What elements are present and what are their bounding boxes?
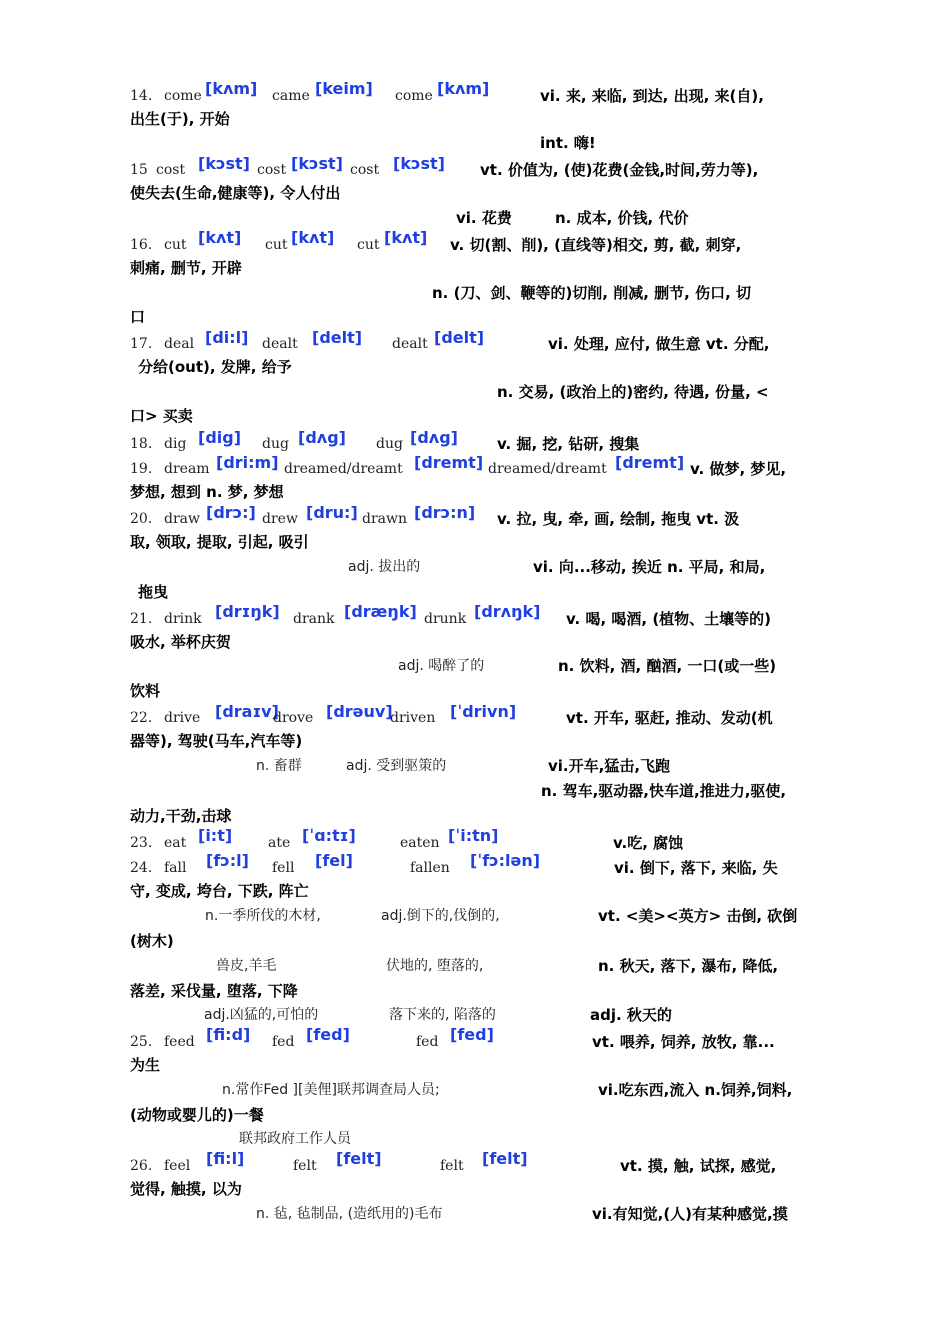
definition: vt. 开车, 驱赶, 推动、发动(机	[566, 709, 773, 727]
definition-extra: n. 畜群	[256, 758, 302, 774]
definition-extra: 口> 买卖	[130, 407, 193, 425]
participle-word: dealt	[392, 336, 428, 352]
phonetic: [i:t]	[198, 826, 233, 845]
phonetic: [delt]	[434, 328, 485, 347]
phonetic: [keim]	[315, 79, 373, 98]
base-word: drink	[164, 611, 202, 627]
definition: v. 切(割、削), (直线等)相交, 剪, 截, 刺穿,	[450, 236, 742, 254]
base-word: eat	[164, 835, 187, 851]
definition-extra: 动力,干劲,击球	[130, 807, 232, 825]
phonetic: [delt]	[312, 328, 363, 347]
base-word: cost	[156, 162, 186, 178]
phonetic: [fed]	[306, 1025, 350, 1044]
phonetic: [drʌŋk]	[474, 602, 541, 621]
phonetic: [kʌm]	[437, 79, 490, 98]
past-word: fed	[272, 1034, 295, 1050]
phonetic: [kɔst]	[291, 154, 343, 173]
phonetic: [ˈi:tn]	[448, 826, 499, 845]
definition-extra: vt. <美><英方> 击倒, 砍倒	[598, 907, 798, 925]
phonetic: [fed]	[450, 1025, 494, 1044]
definition-extra: n. (刀、剑、鞭等的)切削, 削减, 删节, 伤口, 切	[432, 284, 751, 302]
definition: v.吃, 腐蚀	[613, 834, 684, 852]
entry-num: 14.	[130, 88, 153, 104]
participle-word: drawn	[362, 511, 408, 527]
participle-word: drunk	[424, 611, 467, 627]
past-word: came	[272, 88, 310, 104]
entry-num: 24.	[130, 860, 153, 876]
entry-num: 16.	[130, 237, 153, 253]
entry-num: 19.	[130, 461, 153, 477]
definition-cont: 为生	[130, 1056, 161, 1074]
entry-num: 18.	[130, 436, 153, 452]
base-word: come	[164, 88, 202, 104]
definition: v. 喝, 喝酒, (植物、土壤等的)	[566, 610, 772, 628]
definition-extra: vi. 向...移动, 挨近 n. 平局, 和局,	[533, 558, 766, 576]
definition-extra: adj.凶猛的,可怕的	[204, 1007, 319, 1023]
phonetic: [ˈɑ:tɪ]	[302, 826, 356, 845]
entry-num: 17.	[130, 336, 153, 352]
definition-extra: 伏地的, 堕落的,	[386, 958, 484, 974]
past-word: dealt	[262, 336, 298, 352]
phonetic: [fel]	[315, 851, 353, 870]
definition: vt. 价值为, (使)花费(金钱,时间,劳力等),	[480, 161, 759, 179]
phonetic: [ˈdrivn]	[450, 702, 517, 721]
definition: vt. 摸, 触, 试探, 感觉,	[620, 1157, 777, 1175]
definition-extra: n. 成本, 价钱, 代价	[555, 209, 689, 227]
definition-cont: 守, 变成, 垮台, 下跌, 阵亡	[130, 882, 309, 900]
definition-extra: vi.有知觉,(人)有某种感觉,摸	[592, 1205, 788, 1223]
participle-word: fallen	[410, 860, 450, 876]
past-word: cost	[257, 162, 287, 178]
definition-extra: vi. 花费	[456, 209, 512, 227]
definition-extra: n. 驾车,驱动器,快车道,推进力,驱使,	[541, 782, 787, 800]
definition-extra: n. 饮料, 酒, 酗酒, 一口(或一些)	[558, 657, 777, 675]
participle-word: come	[395, 88, 433, 104]
definition: v. 做梦, 梦见,	[690, 460, 787, 478]
definition: vi. 处理, 应付, 做生意 vt. 分配,	[548, 335, 770, 353]
phonetic: [draɪv]	[215, 702, 279, 721]
phonetic: [felt]	[336, 1149, 382, 1168]
base-word: feed	[164, 1034, 195, 1050]
phonetic: [di:l]	[205, 328, 249, 347]
phonetic: [drɔ:]	[206, 503, 256, 522]
phonetic: [dʌg]	[410, 428, 458, 447]
participle-word: driven	[390, 710, 436, 726]
past-word: dug	[262, 436, 289, 452]
definition-extra: n. 毡, 毡制品, (造纸用的)毛布	[256, 1206, 443, 1222]
definition-cont: 梦想, 想到 n. 梦, 梦想	[130, 483, 284, 501]
definition-extra: n. 秋天, 落下, 瀑布, 降低,	[598, 957, 779, 975]
participle-word: cost	[350, 162, 380, 178]
definition-extra: n. 交易, (政治上的)密约, 待遇, 份量, <	[497, 383, 769, 401]
phonetic: [fi:l]	[206, 1149, 245, 1168]
phonetic: [drɔ:n]	[414, 503, 476, 522]
phonetic: [dig]	[198, 428, 242, 447]
definition-cont: 刺痛, 删节, 开辟	[130, 259, 242, 277]
entry-num: 26.	[130, 1158, 153, 1174]
definition-extra: 口	[130, 308, 146, 326]
definition-extra: (动物或婴儿的)一餐	[130, 1106, 264, 1124]
phonetic: [kɔst]	[393, 154, 445, 173]
participle-word: eaten	[400, 835, 440, 851]
base-word: dig	[164, 436, 187, 452]
past-word: drew	[262, 511, 298, 527]
phonetic: [kʌm]	[205, 79, 258, 98]
base-word: draw	[164, 511, 200, 527]
definition-extra: 拖曳	[138, 583, 169, 601]
phonetic: [kʌt]	[198, 228, 242, 247]
phonetic: [dremt]	[615, 453, 685, 472]
definition: vi. 来, 来临, 到达, 出现, 来(自),	[540, 87, 764, 105]
entry-num: 25.	[130, 1034, 153, 1050]
past-word: drank	[293, 611, 335, 627]
definition-cont: 出生(于), 开始	[130, 110, 230, 128]
definition: v. 拉, 曳, 牵, 画, 绘制, 拖曳 vt. 汲	[497, 510, 740, 528]
past-word: fell	[272, 860, 295, 876]
phonetic: [drəuv]	[326, 702, 393, 721]
definition-cont: 觉得, 触摸, 以为	[130, 1180, 242, 1198]
past-word: felt	[293, 1158, 317, 1174]
definition-cont: 吸水, 举杯庆贺	[130, 633, 231, 651]
definition-cont: 器等), 驾驶(马车,汽车等)	[130, 732, 303, 750]
definition-extra: 落差, 采伐量, 堕落, 下降	[130, 982, 298, 1000]
phonetic: [kʌt]	[384, 228, 428, 247]
participle-word: dreamed/dreamt	[488, 461, 607, 477]
phonetic: [drɪŋk]	[215, 602, 280, 621]
phonetic: [dri:m]	[216, 453, 279, 472]
definition-cont: 分给(out), 发牌, 给予	[138, 358, 292, 376]
entry-num: 23.	[130, 835, 153, 851]
base-word: dream	[164, 461, 210, 477]
definition-extra: n.常作Fed ][美俚]联邦调查局人员;	[222, 1082, 440, 1098]
phonetic: [fi:d]	[206, 1025, 251, 1044]
definition-extra: vi.开车,猛击,飞跑	[548, 757, 671, 775]
definition: vi. 倒下, 落下, 来临, 失	[614, 859, 778, 877]
base-word: cut	[164, 237, 187, 253]
phonetic: [dʌg]	[298, 428, 346, 447]
definition-extra: int. 嗨!	[540, 134, 596, 152]
participle-word: cut	[357, 237, 380, 253]
definition-extra: adj. 喝醉了的	[398, 658, 485, 674]
entry-num: 21.	[130, 611, 153, 627]
definition-extra: adj.倒下的,伐倒的,	[381, 908, 500, 924]
past-word: drove	[273, 710, 314, 726]
phonetic: [dru:]	[306, 503, 358, 522]
definition-extra: n.一季所伐的木材,	[205, 908, 321, 924]
phonetic: [fɔ:l]	[206, 851, 249, 870]
phonetic: [kɔst]	[198, 154, 250, 173]
past-word: dreamed/dreamt	[284, 461, 403, 477]
definition: v. 掘, 挖, 钻研, 搜集	[497, 435, 640, 453]
definition: vt. 喂养, 饲养, 放牧, 靠...	[592, 1033, 775, 1051]
phonetic: [dremt]	[414, 453, 484, 472]
participle-word: felt	[440, 1158, 464, 1174]
entry-num: 15	[130, 162, 148, 178]
base-word: deal	[164, 336, 195, 352]
definition-extra: adj. 受到驱策的	[346, 758, 447, 774]
definition-extra: adj. 拔出的	[348, 559, 421, 575]
past-word: cut	[265, 237, 288, 253]
past-word: ate	[268, 835, 291, 851]
definition-extra: 联邦政府工作人员	[239, 1131, 351, 1147]
participle-word: dug	[376, 436, 403, 452]
phonetic: [kʌt]	[291, 228, 335, 247]
phonetic: [felt]	[482, 1149, 528, 1168]
definition-extra: adj. 秋天的	[590, 1006, 672, 1024]
definition-extra: 兽皮,羊毛	[216, 958, 277, 974]
phonetic: [ˈfɔ:lən]	[470, 851, 541, 870]
base-word: feel	[164, 1158, 191, 1174]
definition-cont: 取, 领取, 提取, 引起, 吸引	[130, 533, 309, 551]
base-word: drive	[164, 710, 201, 726]
entry-num: 20.	[130, 511, 153, 527]
entry-num: 22.	[130, 710, 153, 726]
base-word: fall	[164, 860, 187, 876]
definition-extra: vi.吃东西,流入 n.饲养,饲料,	[598, 1081, 793, 1099]
definition-extra: 落下来的, 陷落的	[389, 1007, 496, 1023]
definition-extra: (树木)	[130, 932, 174, 950]
phonetic: [dræŋk]	[344, 602, 417, 621]
participle-word: fed	[416, 1034, 439, 1050]
definition-cont: 使失去(生命,健康等), 令人付出	[130, 184, 341, 202]
definition-extra: 饮料	[130, 682, 161, 700]
